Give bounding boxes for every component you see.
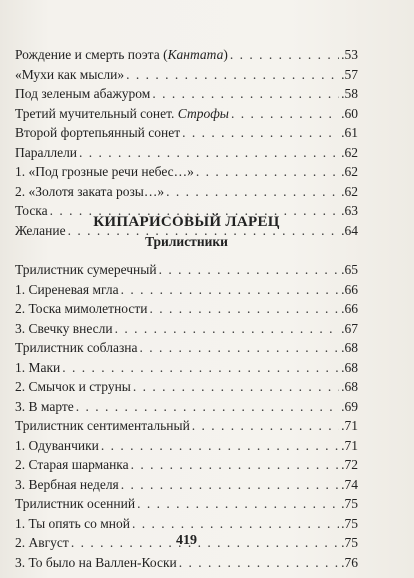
- toc-entry-page: .63: [341, 203, 358, 218]
- toc-entry: [15, 260, 358, 280]
- dot-leader: [152, 84, 339, 104]
- toc-entry: [15, 514, 358, 534]
- toc-entry-page: .68: [341, 359, 358, 375]
- dot-leader: [132, 514, 339, 534]
- toc-entry: [15, 475, 358, 495]
- toc-entry-title: 3. Свечку внесли: [15, 320, 113, 336]
- dot-leader: [159, 260, 340, 280]
- dot-leader: [126, 65, 339, 85]
- toc-entry-title: Под зеленым абажуром: [15, 86, 151, 101]
- toc-entry-page: .62: [341, 164, 358, 179]
- toc-entry-title: Тоска: [15, 203, 48, 218]
- toc-entry-page: .67: [341, 320, 358, 336]
- toc-entry: [15, 162, 358, 182]
- toc-entry-title: 2. Старая шарманка: [15, 457, 129, 472]
- toc-entry-page: .58: [341, 86, 358, 101]
- toc-entry: [15, 104, 358, 124]
- toc-entry-page: .72: [341, 457, 358, 472]
- toc-entry-page: .60: [341, 105, 358, 121]
- toc-entry-title: Рождение и смерть поэта (Кантата): [15, 47, 228, 62]
- dot-leader: [182, 123, 339, 143]
- toc-entry-page: .69: [341, 398, 358, 414]
- toc-entry-title: Трилистник осенний: [15, 496, 136, 511]
- toc-entry: [15, 299, 358, 319]
- toc-entry: [15, 143, 358, 163]
- dot-leader: [149, 299, 339, 319]
- dot-leader: [231, 104, 339, 124]
- toc-entry-title: «Мухи как мысли»: [15, 66, 125, 82]
- toc-entry-page: .62: [341, 144, 358, 160]
- toc-entry-page: .66: [341, 281, 358, 297]
- toc-entry: [15, 65, 358, 85]
- dot-leader: [131, 455, 339, 475]
- dot-leader: [192, 416, 339, 436]
- toc-entry-title: Второй фортепьянный сонет: [15, 125, 181, 140]
- section-subtitle: Трилистники: [145, 234, 228, 249]
- toc-entry-title: Трилистник сумеречный: [15, 262, 157, 277]
- toc-entry-title: 2. «Золотя заката розы…»: [15, 183, 165, 199]
- dot-leader: [230, 45, 339, 65]
- toc-entry: [15, 455, 358, 475]
- toc-entry-page: .64: [341, 222, 358, 238]
- dot-leader: [76, 397, 339, 417]
- toc-list-bottom: [15, 260, 358, 572]
- dot-leader: [121, 280, 340, 300]
- dot-leader: [133, 377, 339, 397]
- toc-entry: [15, 416, 358, 436]
- toc-entry-page: .53: [341, 47, 358, 62]
- dot-leader: [79, 143, 339, 163]
- toc-entry: [15, 319, 358, 339]
- toc-entry-page: .62: [341, 183, 358, 199]
- toc-entry-title: 1. Маки: [15, 359, 61, 375]
- toc-entry: [15, 553, 358, 573]
- toc-entry-page: .71: [341, 418, 358, 433]
- dot-leader: [140, 338, 340, 358]
- toc-entry: [15, 436, 358, 456]
- toc-entry-page: .66: [341, 301, 358, 316]
- toc-entry-page: .75: [341, 535, 358, 550]
- toc-entry-title: 3. Вербная неделя: [15, 476, 119, 492]
- section-title: КИПАРИСОВЫЙ ЛАРЕЦ: [93, 214, 280, 230]
- toc-entry-title: 1. Сиреневая мгла: [15, 281, 119, 297]
- toc-entry-title: 2. Тоска мимолетности: [15, 301, 148, 316]
- toc-entry-page: .65: [341, 262, 358, 277]
- toc-entry-title: Третий мучительный сонет. Строфы: [15, 105, 229, 121]
- toc-entry: [15, 494, 358, 514]
- toc-entry-page: .76: [341, 554, 358, 570]
- toc-entry: [15, 123, 358, 143]
- toc-entry-title: 1. «Под грозные речи небес…»: [15, 164, 194, 179]
- toc-entry-title: 2. Смычок и струны: [15, 379, 131, 394]
- dot-leader: [179, 553, 339, 573]
- toc-entry-title: Трилистник соблазна: [15, 340, 138, 355]
- toc-entry: [15, 338, 358, 358]
- toc-entry: [15, 280, 358, 300]
- dot-leader: [101, 436, 339, 456]
- dot-leader: [62, 358, 339, 378]
- toc-entry-page: .68: [341, 379, 358, 394]
- toc-entry: [15, 45, 358, 65]
- toc-list-top: [15, 45, 358, 240]
- toc-entry-title: 1. Одуванчики: [15, 437, 99, 453]
- dot-leader: [115, 319, 340, 339]
- toc-entry-title: Параллели: [15, 144, 78, 160]
- toc-entry-title: 3. То было на Валлен-Коски: [15, 554, 177, 570]
- dot-leader: [196, 162, 339, 182]
- toc-entry-page: .74: [341, 476, 358, 492]
- toc-entry: [15, 182, 358, 202]
- toc-entry-title: Желание: [15, 222, 66, 238]
- dot-leader: [137, 494, 339, 514]
- toc-entry: [15, 377, 358, 397]
- toc-entry-page: .75: [341, 515, 358, 531]
- toc-entry-title: Трилистник сентиментальный: [15, 418, 190, 433]
- toc-entry: [15, 84, 358, 104]
- toc-entry-page: .75: [341, 496, 358, 511]
- toc-entry-page: .71: [341, 437, 358, 453]
- page-number: 419: [176, 533, 197, 548]
- toc-entry-page: .61: [341, 125, 358, 140]
- toc-entry-title: 3. В марте: [15, 398, 74, 414]
- toc-entry: [15, 358, 358, 378]
- toc-entry: [15, 397, 358, 417]
- toc-entry-title: 1. Ты опять со мной: [15, 515, 130, 531]
- toc-entry-page: .68: [341, 340, 358, 355]
- dot-leader: [166, 182, 339, 202]
- toc-entry-page: .57: [341, 66, 358, 82]
- toc-entry-title: 2. Август: [15, 535, 69, 550]
- dot-leader: [121, 475, 339, 495]
